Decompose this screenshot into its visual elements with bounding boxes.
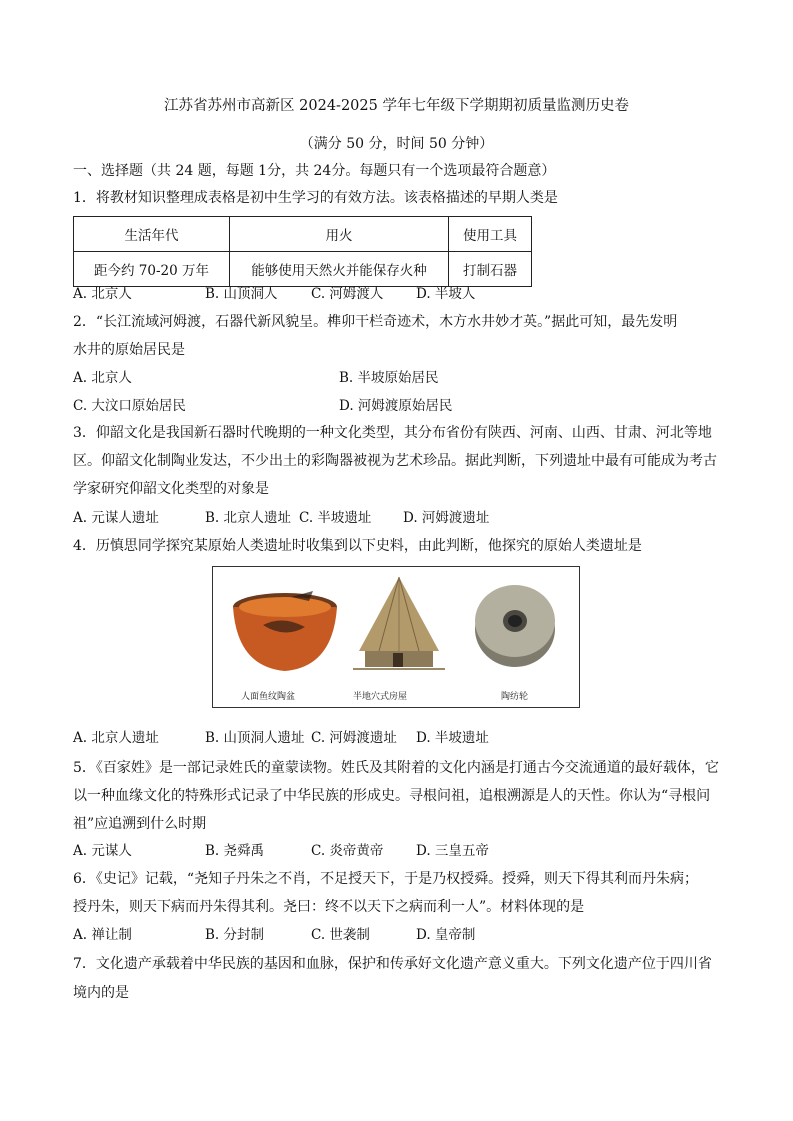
option-a[interactable]: A. 北京人: [73, 370, 132, 386]
caption-spinning-whorl: 陶纺轮: [501, 692, 529, 702]
q7-stem-line: 7．文化遗产承载着中华民族的基因和血脉，保护和传承好文化遗产意义重大。下列文化遗产位于四川省: [73, 956, 712, 972]
option-b[interactable]: B. 尧舜禹: [205, 843, 265, 859]
q6-options: [73, 925, 773, 945]
q2-options-row2: [73, 396, 773, 416]
option-c[interactable]: C. 河姆渡遗址: [311, 730, 397, 746]
q3-stem-line: 学家研究仰韶文化类型的对象是: [73, 481, 269, 497]
option-c[interactable]: C. 世袭制: [311, 927, 370, 943]
option-a[interactable]: A. 北京人遗址: [73, 730, 159, 746]
q2-stem-line: 水井的原始居民是: [73, 342, 185, 358]
option-c[interactable]: C. 炎帝黄帝: [311, 843, 384, 859]
option-a[interactable]: A. 禅让制: [73, 927, 132, 943]
option-a[interactable]: A. 元谋人: [73, 843, 132, 859]
option-d[interactable]: D. 河姆渡遗址: [403, 510, 490, 526]
q1-options: [73, 284, 773, 304]
exam-title: 江苏省苏州市高新区 2024-2025 学年七年级下学期期初质量监测历史卷: [164, 98, 629, 114]
q1-table-cell: 打制石器: [449, 252, 532, 287]
q5-stem-line: 以一种血缘文化的特殊形式记录了中华民族的形成史。寻根问祖，追根溯源是人的天性。你认为“寻根问: [73, 788, 711, 804]
caption-house: 半地穴式房屋: [353, 692, 408, 702]
caption-pottery-basin: 人面鱼纹陶盆: [241, 692, 296, 702]
option-d[interactable]: D. 半坡人: [416, 286, 476, 302]
q4-figure: [212, 566, 580, 708]
q4-options: [73, 728, 773, 748]
q6-stem-line: 6．《史记》记载，“尧知子丹朱之不肖，不足授天下，于是乃权授舜。授舜，则天下得其利而丹朱病；: [73, 871, 699, 887]
q4-artifacts-illustration: [213, 567, 579, 687]
option-d[interactable]: D. 三皇五帝: [416, 843, 489, 859]
option-c[interactable]: C. 半坡遗址: [299, 510, 372, 526]
semi-subterranean-house-image: [353, 577, 445, 669]
q1-table-header: 用火: [230, 217, 449, 252]
option-b[interactable]: B. 山顶洞人: [205, 286, 278, 302]
spinning-whorl-image: [475, 585, 555, 667]
q3-stem-line: 区。仰韶文化制陶业发达，不少出土的彩陶器被视为艺术珍品。据此判断，下列遗址中最有可能成为考古: [73, 453, 717, 469]
option-c[interactable]: C. 河姆渡人: [311, 286, 384, 302]
option-a[interactable]: A. 北京人: [73, 286, 132, 302]
q3-stem-line: 3．仰韶文化是我国新石器时代晚期的一种文化类型，其分布省份有陕西、河南、山西、甘肃、河北等地: [73, 425, 712, 441]
option-d[interactable]: D. 半坡遗址: [416, 730, 489, 746]
q5-stem-line: 祖”应追溯到什么时期: [73, 816, 207, 832]
q5-stem-line: 5．《百家姓》是一部记录姓氏的童蒙读物。姓氏及其附着的文化内涵是打通古今交流通道的最好载体，它: [73, 760, 719, 776]
q7-stem-line: 境内的是: [73, 985, 129, 1001]
option-d[interactable]: D. 皇帝制: [416, 927, 476, 943]
option-b[interactable]: B. 半坡原始居民: [339, 370, 439, 386]
exam-subtitle: （满分 50 分，时间 50 分钟）: [299, 136, 494, 152]
q2-stem-line: 2．“长江流域河姆渡，石器代新风貌呈。榫卯干栏奇迹术，木方水井妙才英。”据此可知，最先发明: [73, 314, 678, 330]
q5-options: [73, 841, 773, 861]
q1-table-cell: 能够使用天然火并能保存火种: [230, 252, 449, 287]
q6-stem-line: 授丹朱，则天下病而丹朱得其利。尧曰：终不以天下之病而利一人”。材料体现的是: [73, 899, 585, 915]
option-a[interactable]: A. 元谋人遗址: [73, 510, 159, 526]
q1-table-cell: 距今约 70-20 万年: [74, 252, 230, 287]
q1-table: [73, 216, 532, 287]
q1-table-header: 使用工具: [449, 217, 532, 252]
option-b[interactable]: B. 北京人遗址: [205, 510, 292, 526]
q3-options: [73, 508, 773, 528]
section-heading: 一、选择题（共 24 题，每题 1分，共 24分。每题只有一个选项最符合题意）: [73, 163, 556, 179]
q1-table-header: 生活年代: [74, 217, 230, 252]
q2-options-row1: [73, 368, 773, 388]
pottery-basin-image: [233, 591, 337, 671]
q4-stem: 4．历慎思同学探究某原始人类遗址时收集到以下史料，由此判断，他探究的原始人类遗址是: [73, 538, 642, 554]
q1-stem: 1．将教材知识整理成表格是初中生学习的有效方法。该表格描述的早期人类是: [73, 190, 558, 206]
option-b[interactable]: B. 分封制: [205, 927, 265, 943]
option-c[interactable]: C. 大汶口原始居民: [73, 398, 186, 414]
option-b[interactable]: B. 山顶洞人遗址: [205, 730, 305, 746]
option-d[interactable]: D. 河姆渡原始居民: [339, 398, 453, 414]
